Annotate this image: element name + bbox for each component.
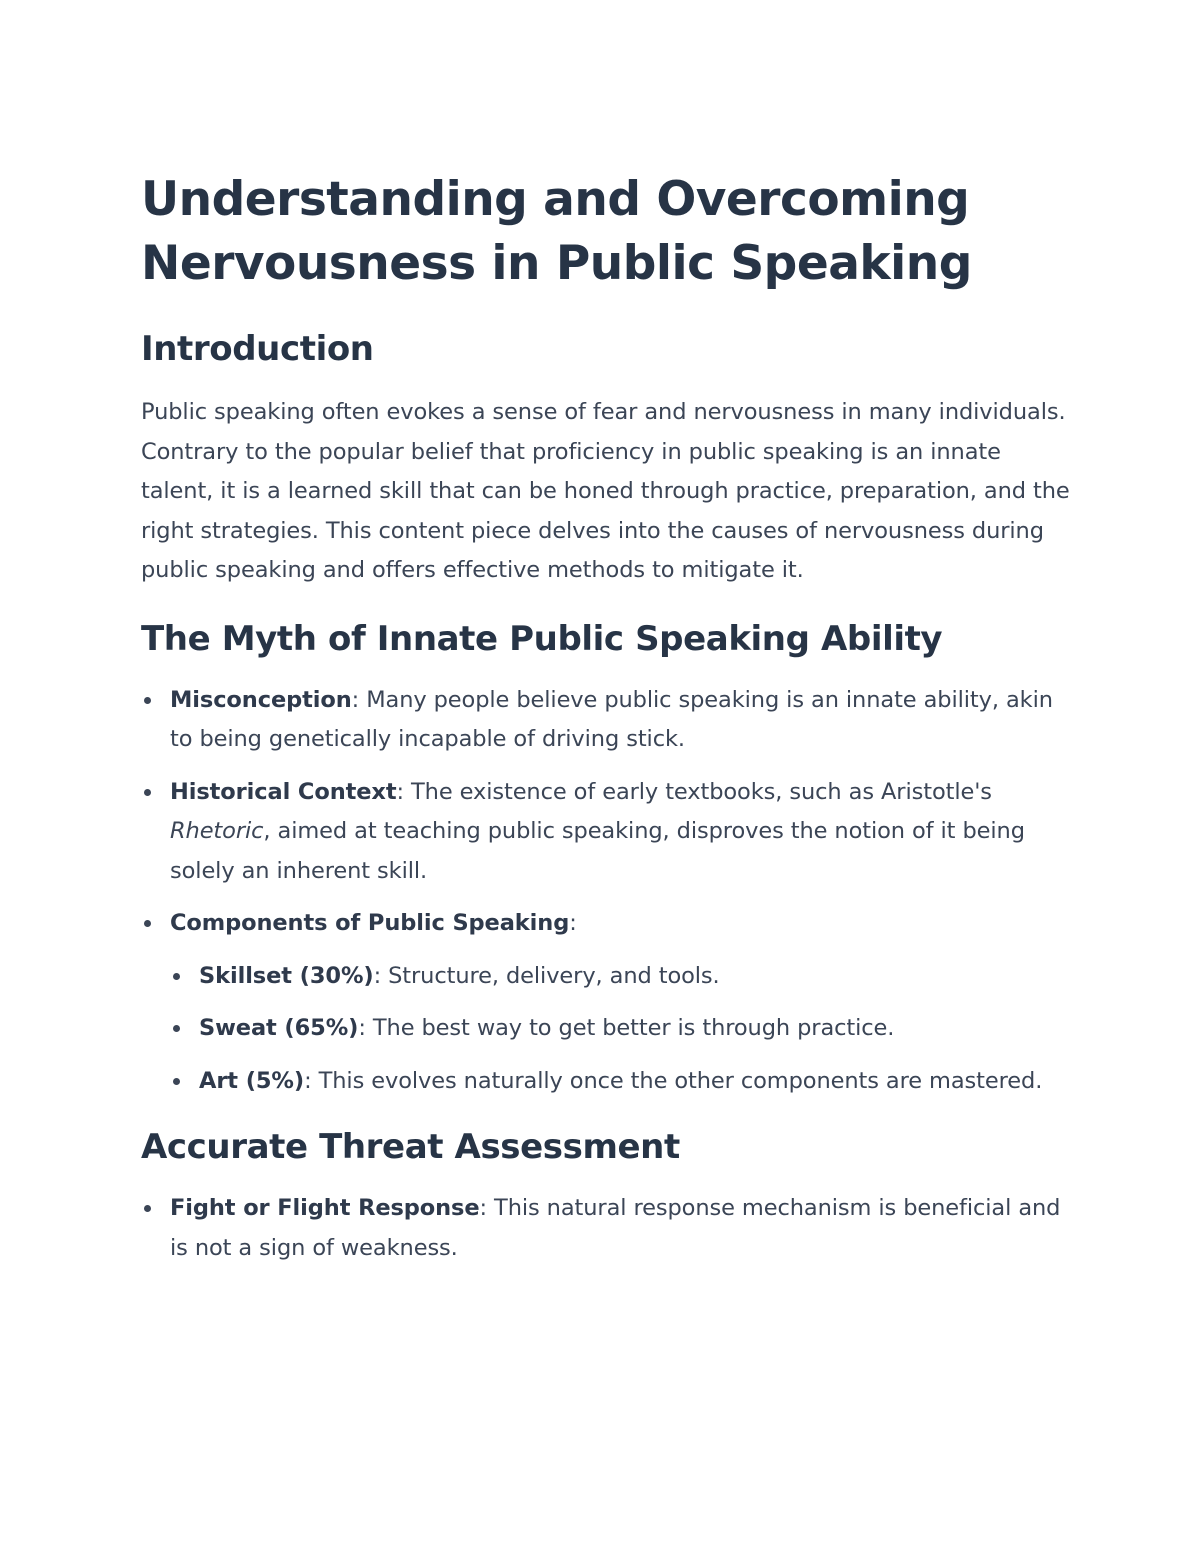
bullet-icon (173, 1025, 180, 1032)
document-title: Understanding and Overcoming Nervousness in Public Speaking (141, 172, 972, 291)
item-label: Components of Public Speaking (170, 910, 570, 936)
item-label: Misconception (170, 686, 352, 713)
document-page (141, 168, 1071, 1281)
item-separator: : (373, 962, 382, 989)
item-separator: : (351, 686, 360, 713)
bullet-icon (144, 697, 151, 704)
item-label: Sweat (65%) (199, 1015, 359, 1041)
list-item-components (141, 904, 1071, 1101)
item-text: This natural response mechanism is beneficial and is not a sign of weakness. (170, 1195, 1061, 1261)
item-separator: : (479, 1195, 487, 1221)
item-label: Skillset (30%) (199, 962, 374, 989)
sublist-item-sweat (170, 1009, 1071, 1049)
item-text: Many people believe public speaking is an innate ability, akin to being genetically incapable of driving stick. (170, 686, 1053, 752)
bullet-icon (173, 973, 180, 980)
item-text: Structure, delivery, and tools. (381, 962, 720, 989)
bullet-icon (144, 920, 151, 927)
item-separator: : (304, 1067, 312, 1094)
item-text: The existence of early textbooks, such as Aristotle's (403, 778, 992, 805)
myth-heading: The Myth of Innate Public Speaking Ability (141, 618, 943, 659)
myth-list (141, 681, 1071, 1102)
list-item-misconception (141, 681, 1071, 760)
item-separator: : (358, 1015, 366, 1041)
item-text: The best way to get better is through practice. (365, 1015, 895, 1041)
list-item-historical-context (141, 773, 1071, 892)
threat-heading: Accurate Threat Assessment (141, 1127, 680, 1167)
bullet-icon (173, 1078, 180, 1085)
list-item-fight-or-flight (141, 1189, 1071, 1268)
book-title-rhetoric: Rhetoric (170, 818, 264, 844)
bullet-icon (144, 789, 151, 796)
components-sublist (170, 957, 1071, 1102)
item-separator: : (569, 910, 577, 936)
item-text-continued: , aimed at teaching public speaking, disproves the notion of it being solely an inherent skill. (170, 818, 1025, 884)
bullet-icon (144, 1205, 151, 1212)
sublist-item-art (170, 1062, 1071, 1102)
introduction-heading: Introduction (141, 329, 374, 369)
item-separator: : (396, 778, 404, 805)
sublist-item-skillset (170, 957, 1071, 997)
item-label: Fight or Flight Response (170, 1195, 480, 1221)
introduction-paragraph: Public speaking often evokes a sense of fear and nervousness in many individuals. Contrary to the popular belief that proficiency in public speaking is an innate talent, it is a learned skill that can be honed through practice, preparation, and the right strategies. This content piece delves into the causes of nervousness during public speaking and offers effective methods to mitigate it. (141, 399, 1070, 583)
threat-list (141, 1189, 1071, 1268)
item-label: Art (5%) (199, 1067, 305, 1094)
item-label: Historical Context (170, 778, 397, 805)
item-text: This evolves naturally once the other components are mastered. (311, 1067, 1043, 1094)
